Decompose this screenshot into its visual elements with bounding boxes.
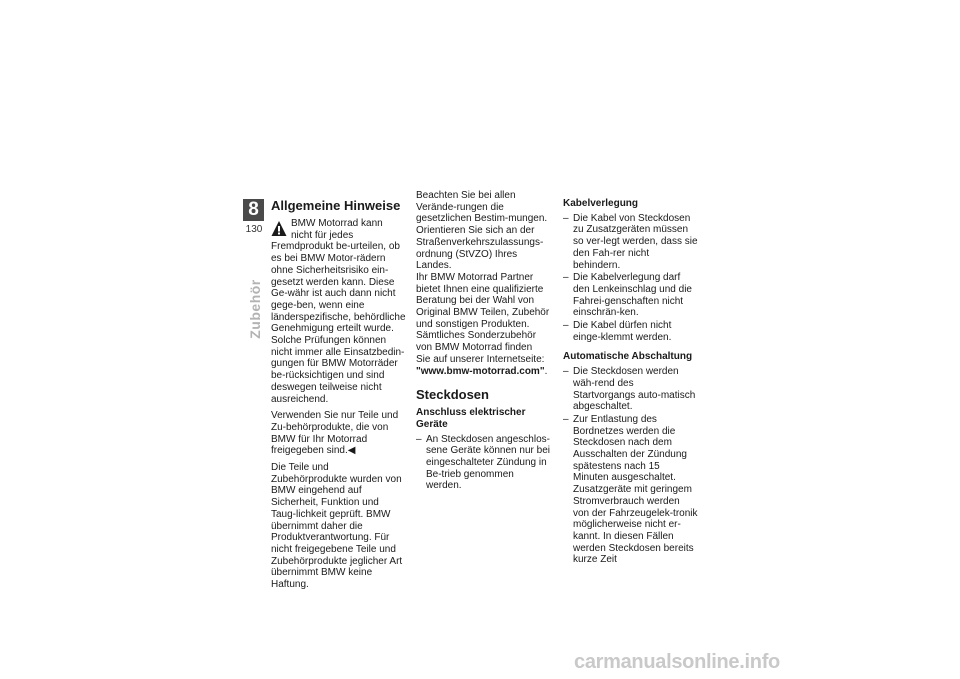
- website-link-tail: .: [544, 365, 548, 377]
- heading-automatische-abschaltung: Automatische Abschaltung: [563, 351, 693, 363]
- column-2: [416, 190, 551, 493]
- column-3: [563, 198, 698, 567]
- warning-block: [271, 218, 406, 405]
- paragraph-responsibility: Die Teile und Zubehörprodukte wurden von BMW eingehend auf Sicherheit, Funktion und Taug-lichkeit geprüft. BMW übernimmt daher die Produktverantwortung. Für nicht freigegebene Teile und Zubehörprodukte jeglicher Art übernimmt BMW keine Haftung.: [271, 462, 403, 591]
- list-item: – Zur Entlastung des Bordnetzes werden die Steckdosen nach dem Ausschalten der Zündung spätestens nach 15 Minuten ausgeschaltet. Zusatzgeräte mit geringem Stromverbrauch werden von der Fahrzeugelek-tronik möglicherweise nicht er-kannt. In diesen Fällen werden Steckdosen bereits kurze Zeit: [563, 414, 698, 566]
- chapter-number: 8: [243, 199, 264, 221]
- heading-allgemeine-hinweise: Allgemeine Hinweise: [271, 198, 401, 213]
- section-tab-label: Zubehör: [247, 279, 263, 339]
- paragraph-website: Sie auf unserer Internetseite:: [416, 353, 545, 365]
- watermark: carmanualsonline.info: [574, 651, 780, 673]
- paragraph-regulations: Beachten Sie bei allen Verände-rungen die gesetzlichen Bestim-mungen. Orientieren Sie sich an der Straßenverkehrszulassungs-ordnung (StVZO) Ihres Landes.: [416, 190, 548, 272]
- page-number: 130: [245, 224, 263, 235]
- website-link[interactable]: "www.bmw-motorrad.com": [416, 365, 545, 377]
- section-tab: [248, 281, 262, 337]
- subheading-anschluss: Anschluss elektrischer Geräte: [416, 407, 526, 430]
- warning-text-2: Verwenden Sie nur Teile und Zu-behörprodukte, die von BMW für Ihr Motorrad freigegeben sind.◀: [271, 410, 399, 457]
- warning-text: BMW Motorrad kann nicht für jedes Fremdprodukt be-urteilen, ob es bei BMW Motor-rädern ohne Sicherheitsrisiko ein-gesetzt werden kann. Diese Ge-währ ist auch dann nicht gege-ben, wenn eine länderspezifische, behördliche Genehmigung erteilt wurde. Solche Prüfungen können nicht immer alle Einsatzbedin-gungen für BMW Motorräder be-rücksichtigen und sind deswegen teilweise nicht ausreichend.: [271, 218, 406, 405]
- list-item: – Die Kabelverlegung darf den Lenkeinschlag und die Fahrei-genschaften nicht einschrän-ken.: [563, 272, 698, 319]
- list-item: – Die Kabel von Steckdosen zu Zusatzgeräten müssen so ver-legt werden, dass sie den Fah-rer nicht behindern.: [563, 213, 698, 272]
- heading-steckdosen: Steckdosen: [416, 387, 489, 403]
- list-item: – An Steckdosen angeschlos-sene Geräte können nur bei eingeschalteter Zündung in Be-trieb genommen werden.: [416, 434, 551, 493]
- list-item: – Die Steckdosen werden wäh-rend des Startvorgangs auto-matisch abgeschaltet.: [563, 366, 698, 413]
- warning-icon: [271, 220, 287, 238]
- list-item: – Die Kabel dürfen nicht einge-klemmt werden.: [563, 320, 698, 343]
- paragraph-partner: Ihr BMW Motorrad Partner bietet Ihnen eine qualifizierte Beratung bei der Wahl von Original BMW Teilen, Zubehör und sonstigen Produkten.: [416, 271, 550, 330]
- heading-kabelverlegung: Kabelverlegung: [563, 198, 639, 209]
- paragraph-accessories: Sämtliches Sonderzubehör von BMW Motorrad finden: [416, 330, 537, 354]
- column-1: [271, 198, 406, 596]
